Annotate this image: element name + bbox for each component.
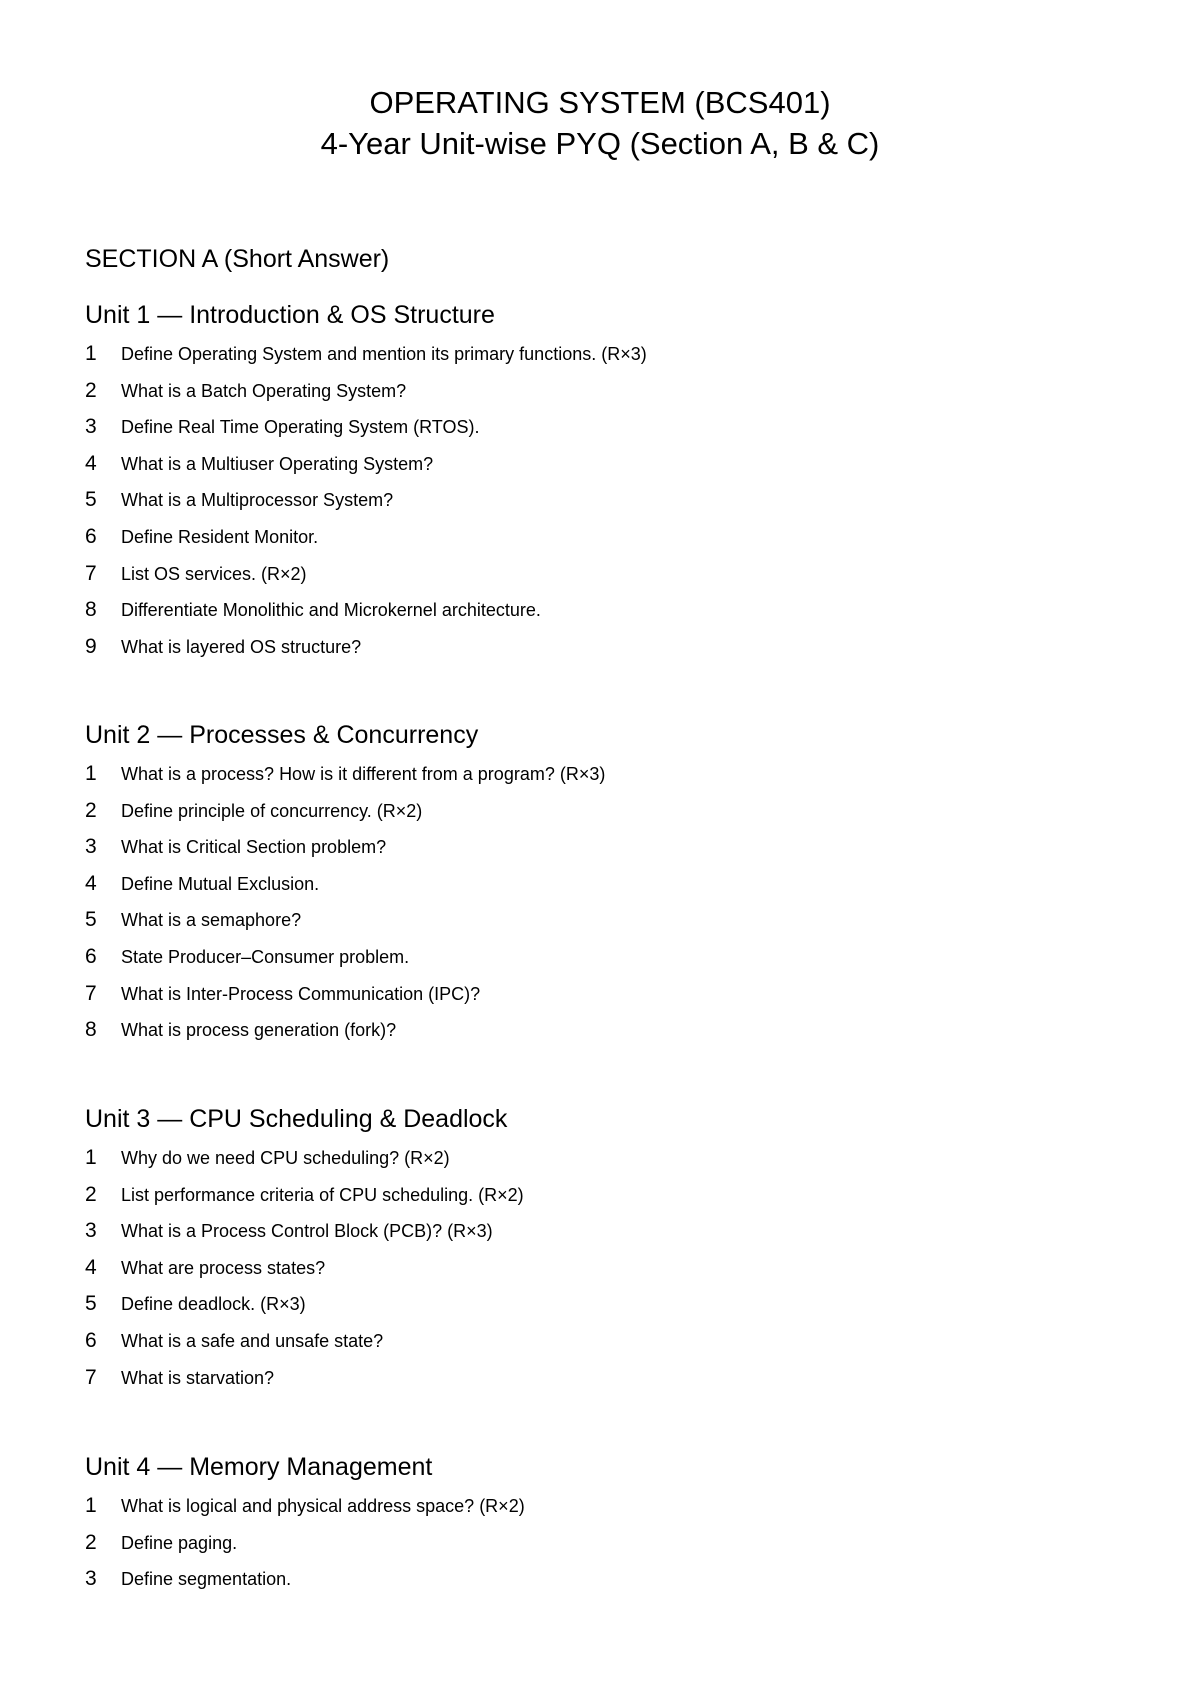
question-text: What is a safe and unsafe state? xyxy=(121,1330,384,1351)
question-item xyxy=(85,1250,1115,1287)
question-item xyxy=(85,1177,1115,1214)
question-text: What is Critical Section problem? xyxy=(121,837,387,858)
question-item xyxy=(85,756,1115,793)
question-item xyxy=(85,446,1115,483)
question-item xyxy=(85,793,1115,830)
question-text: List OS services. (R×2) xyxy=(121,563,307,584)
question-text: What is process generation (fork)? xyxy=(121,1020,397,1041)
question-text: What is logical and physical address space? (R×2) xyxy=(121,1496,525,1516)
question-number: 5 xyxy=(85,1292,97,1316)
unit-1 xyxy=(85,300,1115,665)
question-item xyxy=(85,1561,1115,1598)
question-number: 4 xyxy=(85,871,97,895)
question-item xyxy=(85,1488,1115,1525)
question-item xyxy=(85,1012,1115,1049)
question-number: 8 xyxy=(85,598,97,622)
question-text: What is starvation? xyxy=(121,1367,275,1388)
question-text: Define principle of concurrency. (R×2) xyxy=(121,800,423,821)
question-text: What is a semaphore? xyxy=(121,910,302,931)
question-number: 3 xyxy=(85,1219,97,1243)
question-number: 2 xyxy=(85,1530,97,1554)
question-text: Define paging. xyxy=(121,1532,238,1553)
question-text: What is a Multiprocessor System? xyxy=(121,490,394,511)
question-number: 3 xyxy=(85,1567,97,1591)
question-number: 4 xyxy=(85,1255,97,1279)
question-item xyxy=(85,829,1115,866)
title-block xyxy=(0,82,1200,164)
question-number: 1 xyxy=(85,1494,97,1517)
question-text: What is Inter-Process Communication (IPC)? xyxy=(121,983,481,1004)
question-item xyxy=(85,373,1115,410)
question-item xyxy=(85,1286,1115,1323)
question-text: Define Operating System and mention its primary functions. (R×3) xyxy=(121,344,647,364)
question-item xyxy=(85,902,1115,939)
question-item xyxy=(85,556,1115,593)
question-number: 6 xyxy=(85,524,97,548)
question-item xyxy=(85,1140,1115,1177)
question-item xyxy=(85,519,1115,556)
question-number: 1 xyxy=(85,1146,97,1169)
unit-heading: Unit 1 — Introduction & OS Structure xyxy=(85,301,495,329)
unit-4 xyxy=(85,1452,1115,1598)
question-item xyxy=(85,1360,1115,1397)
question-text: What is a Process Control Block (PCB)? (R×3) xyxy=(121,1221,493,1242)
question-item xyxy=(85,1323,1115,1360)
question-text: Define Mutual Exclusion. xyxy=(121,873,320,894)
question-number: 2 xyxy=(85,378,97,402)
question-text: Define Real Time Operating System (RTOS). xyxy=(121,417,480,438)
question-number: 2 xyxy=(85,1182,97,1206)
question-text: What are process states? xyxy=(121,1257,326,1278)
question-number: 6 xyxy=(85,944,97,968)
question-item xyxy=(85,939,1115,976)
question-number: 6 xyxy=(85,1328,97,1352)
unit-2 xyxy=(85,720,1115,1049)
question-text: What is a Multiuser Operating System? xyxy=(121,453,434,474)
question-text: State Producer–Consumer problem. xyxy=(121,946,410,967)
question-item xyxy=(85,409,1115,446)
question-item xyxy=(85,592,1115,629)
question-text: What is layered OS structure? xyxy=(121,636,362,657)
question-item xyxy=(85,1525,1115,1562)
question-text: List performance criteria of CPU scheduling. (R×2) xyxy=(121,1184,524,1205)
question-number: 5 xyxy=(85,488,97,512)
unit-3 xyxy=(85,1104,1115,1396)
question-number: 3 xyxy=(85,415,97,439)
question-number: 7 xyxy=(85,981,97,1005)
unit-heading: Unit 3 — CPU Scheduling & Deadlock xyxy=(85,1105,508,1133)
question-text: Differentiate Monolithic and Microkernel architecture. xyxy=(121,600,541,621)
question-number: 7 xyxy=(85,561,97,585)
question-number: 1 xyxy=(85,342,97,365)
unit-heading: Unit 2 — Processes & Concurrency xyxy=(85,721,479,749)
question-text: Why do we need CPU scheduling? (R×2) xyxy=(121,1148,450,1168)
question-number: 8 xyxy=(85,1018,97,1042)
question-number: 5 xyxy=(85,908,97,932)
question-item xyxy=(85,336,1115,373)
question-number: 7 xyxy=(85,1365,97,1389)
document-title: OPERATING SYSTEM (BCS401) xyxy=(369,85,831,120)
question-item xyxy=(85,629,1115,666)
question-text: Define Resident Monitor. xyxy=(121,526,319,547)
question-number: 9 xyxy=(85,634,97,658)
question-number: 4 xyxy=(85,451,97,475)
question-text: Define segmentation. xyxy=(121,1569,292,1590)
question-text: Define deadlock. (R×3) xyxy=(121,1294,306,1315)
question-item xyxy=(85,976,1115,1013)
question-number: 3 xyxy=(85,835,97,859)
unit-heading: Unit 4 — Memory Management xyxy=(85,1453,433,1481)
question-item xyxy=(85,866,1115,903)
question-text: What is a Batch Operating System? xyxy=(121,380,407,401)
question-number: 1 xyxy=(85,762,97,785)
section-heading: SECTION A (Short Answer) xyxy=(85,245,390,273)
question-item xyxy=(85,1213,1115,1250)
question-number: 2 xyxy=(85,798,97,822)
question-item xyxy=(85,482,1115,519)
question-text: What is a process? How is it different from a program? (R×3) xyxy=(121,764,606,784)
document-subtitle: 4-Year Unit-wise PYQ (Section A, B & C) xyxy=(320,126,880,161)
